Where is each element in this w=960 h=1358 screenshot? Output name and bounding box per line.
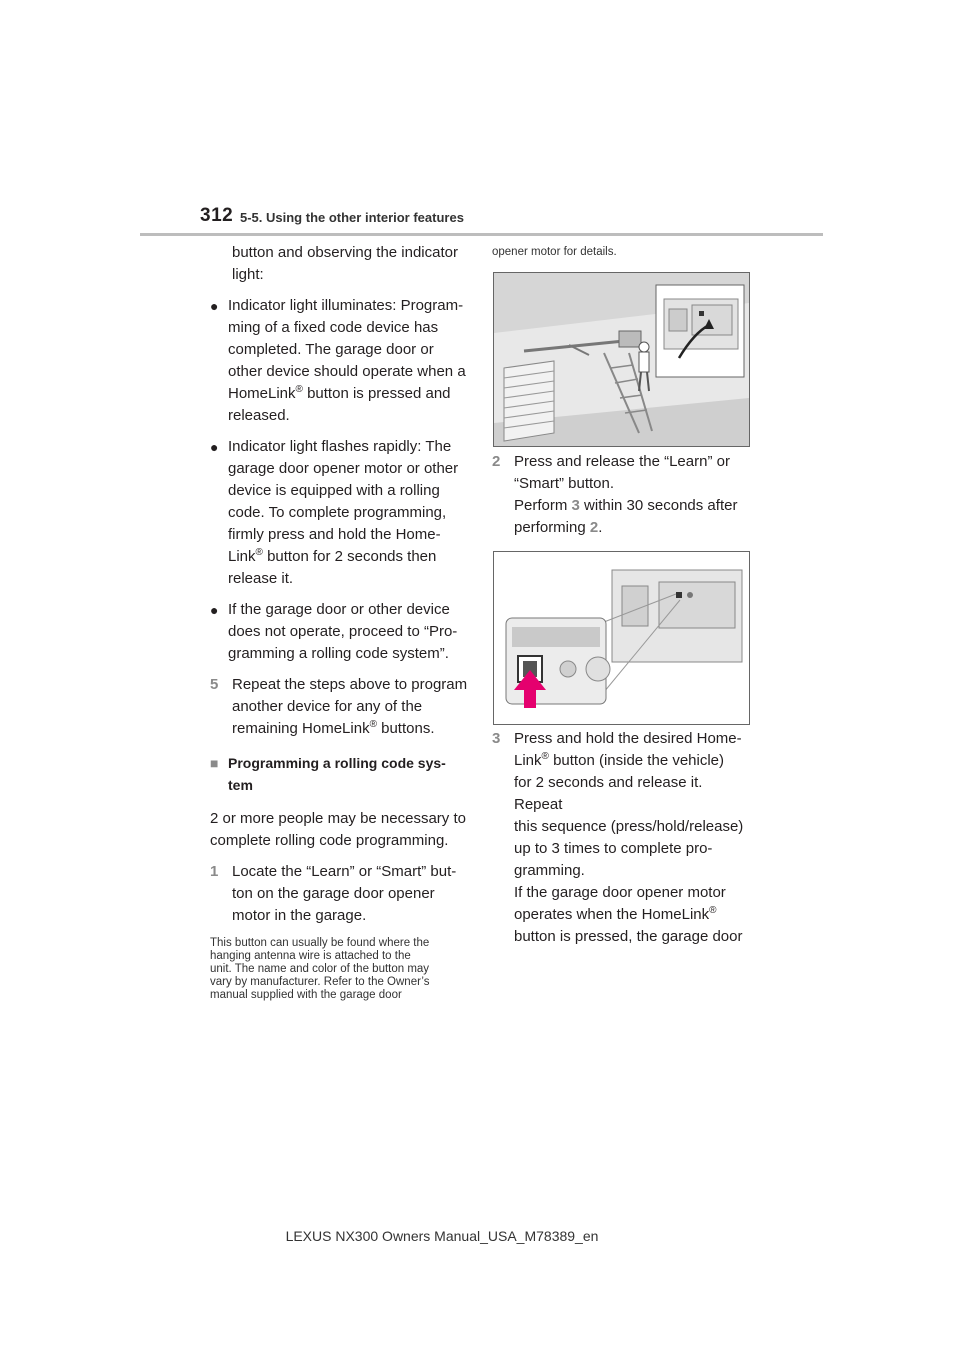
note-text-continued: opener motor for details.: [492, 246, 617, 258]
right-column-step3: [492, 728, 754, 948]
intro-text: button and observing the indicator light:: [232, 244, 458, 283]
section-title: 5-5. Using the other interior features: [240, 210, 464, 225]
page-footer: [0, 1228, 960, 1244]
step-number: 2: [492, 453, 501, 470]
right-column: [492, 242, 754, 259]
page-number: 312: [200, 205, 234, 226]
bullet-item: ● Indicator light illuminates: Program- ming of a fixed code device has completed. The garage door or other device should operate when a HomeLink® button is pressed and released.: [210, 297, 466, 424]
garage-illustration: [493, 272, 750, 447]
footer-text: LEXUS NX300 Owners Manual_USA_M78389_en: [285, 1228, 599, 1244]
learn-button-figure: [494, 552, 749, 724]
right-column-steps: [492, 451, 754, 539]
subsection-heading: ■ Programming a rolling code sys- tem: [210, 752, 470, 796]
step-number: 3: [492, 730, 501, 747]
step-number: 1: [210, 863, 219, 880]
step-5: 5 Repeat the steps above to program another device for any of the remaining HomeLink® buttons.: [210, 676, 468, 737]
left-column: [210, 242, 470, 1002]
body-paragraph: 2 or more people may be necessary to complete rolling code programming.: [210, 810, 466, 849]
learn-button-illustration: [493, 551, 750, 725]
bullet-item: ● Indicator light flashes rapidly: The garage door opener motor or other device is equipped with a rolling code. To complete programming, firmly press and hold the Home- Link® button for 2 seconds then release it.: [210, 438, 459, 587]
note-text: This button can usually be found where the hanging antenna wire is attached to the unit. The name and color of the button may vary by manufacturer. Refer to the Owner’s manual supplied with the garage door: [210, 937, 430, 1001]
bullet-item: ● If the garage door or other device does not operate, proceed to “Pro- gramming a rolling code system”.: [210, 601, 458, 662]
garage-opener-figure: [494, 273, 749, 446]
bullet-icon: ●: [210, 602, 219, 618]
bullet-icon: ●: [210, 298, 219, 314]
page-header: [0, 0, 960, 240]
step-2: 2 Press and release the “Learn” or “Smart” button. Perform 3 within 30 seconds after performing 2.: [492, 453, 738, 536]
step-number: 5: [210, 676, 219, 693]
step-3: 3 Press and hold the desired Home- Link® button (inside the vehicle) for 2 seconds and release it. Repeat this sequence (press/hold/release) up to 3 times to complete pro- gramming. If the garage door opener motor operates when the HomeLink® button is pressed, the garage door: [492, 730, 744, 945]
square-bullet-icon: ■: [210, 755, 219, 771]
bullet-icon: ●: [210, 439, 219, 455]
header-rule: [140, 233, 823, 236]
step-1: 1 Locate the “Learn” or “Smart” but- ton on the garage door opener motor in the garage.: [210, 863, 457, 924]
